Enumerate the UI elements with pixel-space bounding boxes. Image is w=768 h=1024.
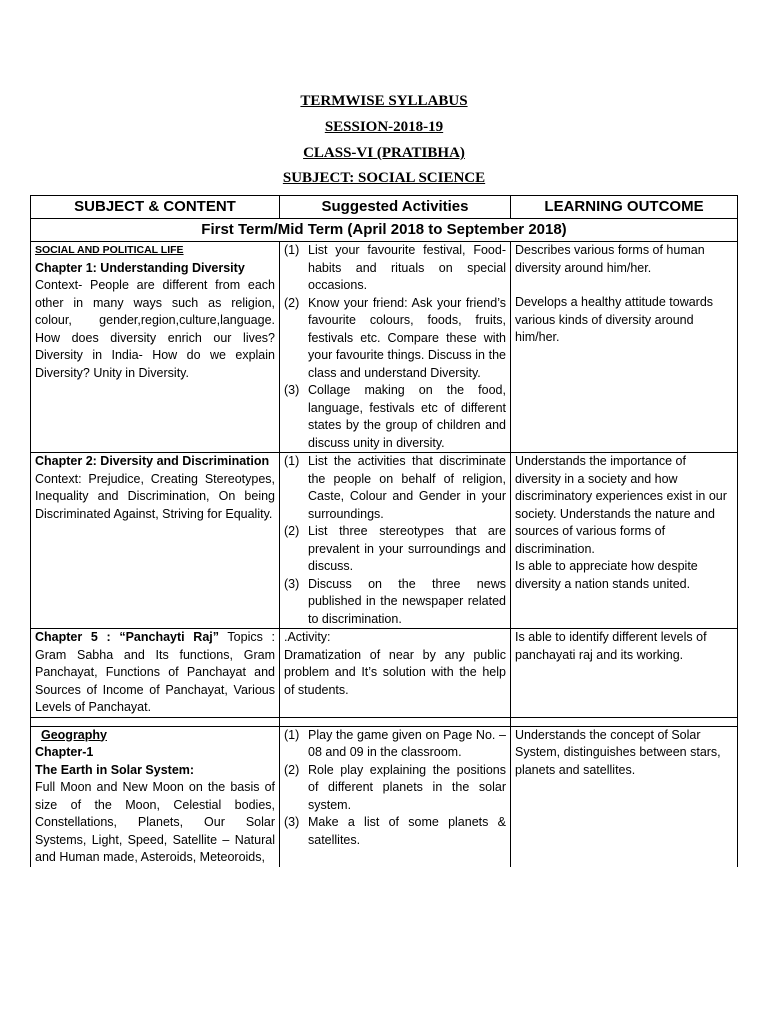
- chapter-content: Context- People are different from each other in many ways such as religion, colour, gender,region,culture,language. How does diversity enrich our lives? Diversity in India- How do we explain Diversity? Unity in Diversity.: [35, 278, 275, 380]
- list-item: (3) Collage making on the food, language, festivals etc of different states by the group of children and discuss unity in diversity.: [284, 383, 506, 450]
- chapter-title: Chapter 1: Understanding Diversity: [35, 260, 245, 275]
- subject-content-cell: [31, 726, 280, 867]
- subject-content-cell: [31, 242, 280, 453]
- outcome-text: Describes various forms of human diversity around him/her.: [515, 243, 705, 275]
- activities-cell: [280, 629, 511, 718]
- list-item: (3) Make a list of some planets & satellites.: [284, 815, 506, 847]
- header-row: [31, 196, 738, 219]
- outcome-cell: [511, 242, 738, 453]
- table-row: [31, 629, 738, 718]
- activities-list: [284, 453, 506, 628]
- outcome-cell: [511, 726, 738, 867]
- chapter-title: Chapter 2: Diversity and Discrimination: [35, 454, 270, 468]
- outcome-text: Understands the importance of diversity in a society and how discriminatory experiences exist in our society. Understands the nature and sources of various forms of discrimination.: [515, 454, 727, 556]
- subject-content-cell: [31, 629, 280, 718]
- outcome-cell: [511, 629, 738, 718]
- header-learning-outcome: LEARNING OUTCOME: [511, 196, 738, 219]
- outcome-cell: [511, 453, 738, 629]
- list-item: (1) List the activities that discriminate the people on behalf of religion, Caste, Colour and Gender in your surroundings.: [284, 454, 506, 521]
- activities-cell: [280, 242, 511, 453]
- syllabus-table: [30, 195, 738, 867]
- table-row: [31, 242, 738, 453]
- term-row: [31, 219, 738, 242]
- section-label: SOCIAL AND POLITICAL LIFE: [35, 244, 184, 256]
- outcome-text: Understands the concept of Solar System, distinguishes between stars, planets and satellites.: [515, 727, 721, 777]
- list-item: (2) List three stereotypes that are prevalent in your surroundings and discuss.: [284, 524, 506, 573]
- table-row: [31, 726, 738, 867]
- activities-list: [284, 242, 506, 452]
- term-label: First Term/Mid Term (April 2018 to September 2018): [31, 219, 738, 242]
- session-title: SESSION-2018-19: [324, 119, 444, 135]
- activities-list: [284, 727, 506, 850]
- list-item: (2) Know your friend: Ask your friend’s favourite colours, foods, fruits, festivals etc. Compare these with your favourite things. Discuss in the class and understand Diversity.: [284, 295, 506, 380]
- class-title: CLASS-VI (PRATIBHA): [303, 145, 465, 161]
- list-item: (2) Role play explaining the positions of different planets in the solar system.: [284, 762, 506, 812]
- outcome-text: Is able to identify different levels of panchayati raj and its working.: [515, 630, 707, 662]
- header-suggested-activities: Suggested Activities: [280, 196, 511, 219]
- activities-cell: [280, 726, 511, 867]
- table-row: [31, 453, 738, 629]
- subject-content-cell: [31, 453, 280, 629]
- chapter-content: Topics : Gram Sabha and Its functions, Gram Panchayat, Functions of Panchayat and Sources of Income of Panchayat, Various Levels of Panchayat.: [35, 630, 275, 714]
- chapter-content: Full Moon and New Moon on the basis of size of the Moon, Celestial bodies, Constellations, Planets, Our Solar Systems, Light, Speed, Satellite – Natural and Human made, Asteroids, Meteoroids,: [35, 780, 275, 864]
- chapter-content: Context: Prejudice, Creating Stereotypes, Inequality and Discrimination, On being Discriminated Against, Striving for Equality.: [35, 471, 275, 521]
- list-item: (1) Play the game given on Page No. – 08 and 09 in the classroom.: [284, 727, 506, 759]
- list-item: (1) List your favourite festival, Food-habits and rituals on special occasions.: [284, 243, 506, 292]
- header-subject-content: SUBJECT & CONTENT: [31, 196, 280, 219]
- chapter-title: The Earth in Solar System:: [35, 762, 195, 777]
- section-label: Geography: [41, 727, 107, 742]
- list-item: (3) Discuss on the three news published in the newspaper related to discrimination.: [284, 576, 506, 626]
- activities-cell: [280, 453, 511, 629]
- activity-label: .Activity:: [284, 630, 331, 644]
- subject-title: SUBJECT: SOCIAL SCIENCE: [282, 170, 486, 186]
- syllabus-title: TERMWISE SYLLABUS: [300, 93, 468, 109]
- outcome-text: Develops a healthy attitude towards various kinds of diversity around him/her.: [515, 295, 714, 344]
- outcome-text: Is able to appreciate how despite diversity a nation stands united.: [515, 559, 698, 591]
- chapter-title: Chapter 5 : “Panchayti Raj”: [35, 630, 219, 644]
- chapter-number: Chapter-1: [35, 745, 94, 759]
- activity-text: Dramatization of near by any public problem and It’s solution with the help of students.: [284, 647, 506, 697]
